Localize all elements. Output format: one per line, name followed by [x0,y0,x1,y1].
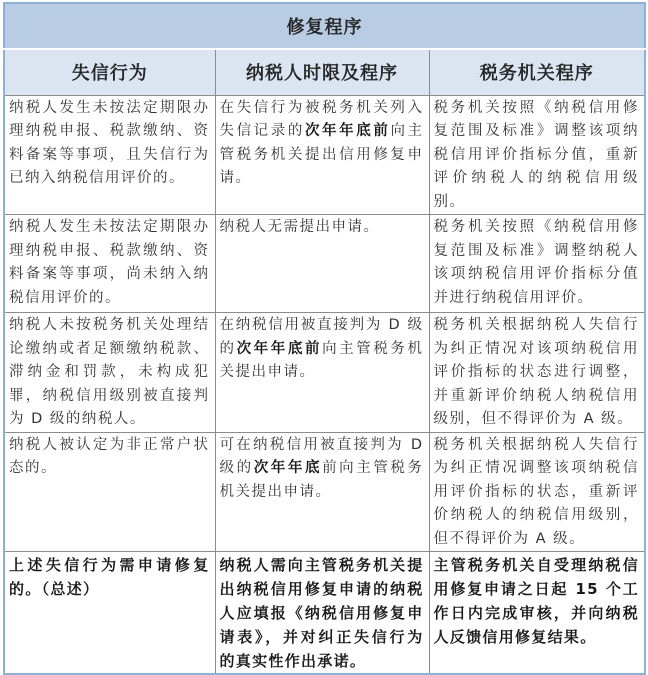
cell-taxpayer-procedure [215,552,429,675]
cell-behavior [4,313,215,433]
cell-text: 税务机关按照《纳税信用修复范围及标准》调整该项纳税信用评价指标分值，重新评价纳税人的纳税信用级别。 [433,99,640,210]
cell-text: 纳税人发生未按法定期限办理纳税申报、税款缴纳、资料备案等事项，尚未纳入纳税信用评价的。 [9,219,210,306]
title-row [4,3,645,49]
cell-taxpayer-procedure [215,95,429,215]
header-row [4,49,645,95]
cell-text: 可在纳税信用被直接判为 D 级的 [219,436,424,476]
deadline-emphasis: 次年年底 [253,460,323,476]
deadline-emphasis: 次年年底前 [304,123,391,139]
cell-taxpayer-procedure [215,215,429,313]
deadline-emphasis: 次年年底前 [236,340,323,357]
cell-text: 税务机关根据纳税人失信行为纠正情况调整该项纳税信用评价指标的状态，重新评价纳税人的纳税信用级别，但不得评价为 A 级。 [433,436,640,547]
cell-taxpayer-procedure [215,313,429,433]
cell-text: 主管税务机关自受理纳税信用修复申请之日起 15 个工作日内完成审核，并向纳税人反馈信用修复结果。 [433,556,640,646]
cell-behavior [4,215,215,313]
cell-authority-procedure [429,552,645,675]
table-row [4,432,645,552]
cell-authority-procedure [429,432,645,552]
table-row [4,313,645,433]
cell-text: 纳税人被认定为非正常户状态的。 [9,436,210,476]
table-row-summary [4,552,645,675]
table-title: 修复程序 [4,3,645,49]
cell-behavior [4,95,215,215]
cell-behavior [4,552,215,675]
column-header-authority-procedure: 税务机关程序 [429,49,645,95]
cell-text: 在失信行为被税务机关列入失信记录的 [219,99,424,139]
cell-text: 纳税人无需提出申请。 [219,219,380,235]
cell-behavior [4,432,215,552]
cell-text: 纳税人未按税务机关处理结论缴纳或者足额缴纳税款、滞纳金和罚款，未构成犯罪，纳税信用级别被直接判为 D 级的纳税人。 [9,317,210,427]
cell-authority-procedure [429,313,645,433]
cell-authority-procedure [429,215,645,313]
cell-text: 向主管税务机关提出信用修复申请。 [219,123,424,186]
cell-text: 纳税人发生未按法定期限办理纳税申报、税款缴纳、资料备案等事项，且失信行为已纳入纳税信用评价的。 [9,99,210,186]
table-row [4,95,645,215]
cell-taxpayer-procedure [215,432,429,552]
column-header-taxpayer-procedure: 纳税人时限及程序 [215,49,429,95]
cell-text: 向主管税务机关提出申请。 [219,340,424,380]
cell-text: 税务机关按照《纳税信用修复范围及标准》调整纳税人该项纳税信用评价指标分值并进行纳税信用评价。 [433,219,640,306]
table-row [4,215,645,313]
cell-text: 上述失信行为需申请修复的。（总述） [9,556,210,598]
cell-text: 税务机关根据纳税人失信行为纠正情况对该项纳税信用评价指标的状态进行调整，并重新评价纳税人纳税信用级别，但不得评价为 A 级。 [433,317,640,427]
cell-text: 在纳税信用被直接判为 D 级的 [219,317,424,357]
repair-procedure-table [3,2,646,675]
cell-authority-procedure [429,95,645,215]
cell-text: 纳税人需向主管税务机关提出纳税信用修复申请的纳税人应填报《纳税信用修复申请表》，并对纠正失信行为的真实性作出承诺。 [219,556,424,670]
cell-text: 前向主管税务机关提出申请。 [219,460,424,500]
column-header-behavior: 失信行为 [4,49,215,95]
